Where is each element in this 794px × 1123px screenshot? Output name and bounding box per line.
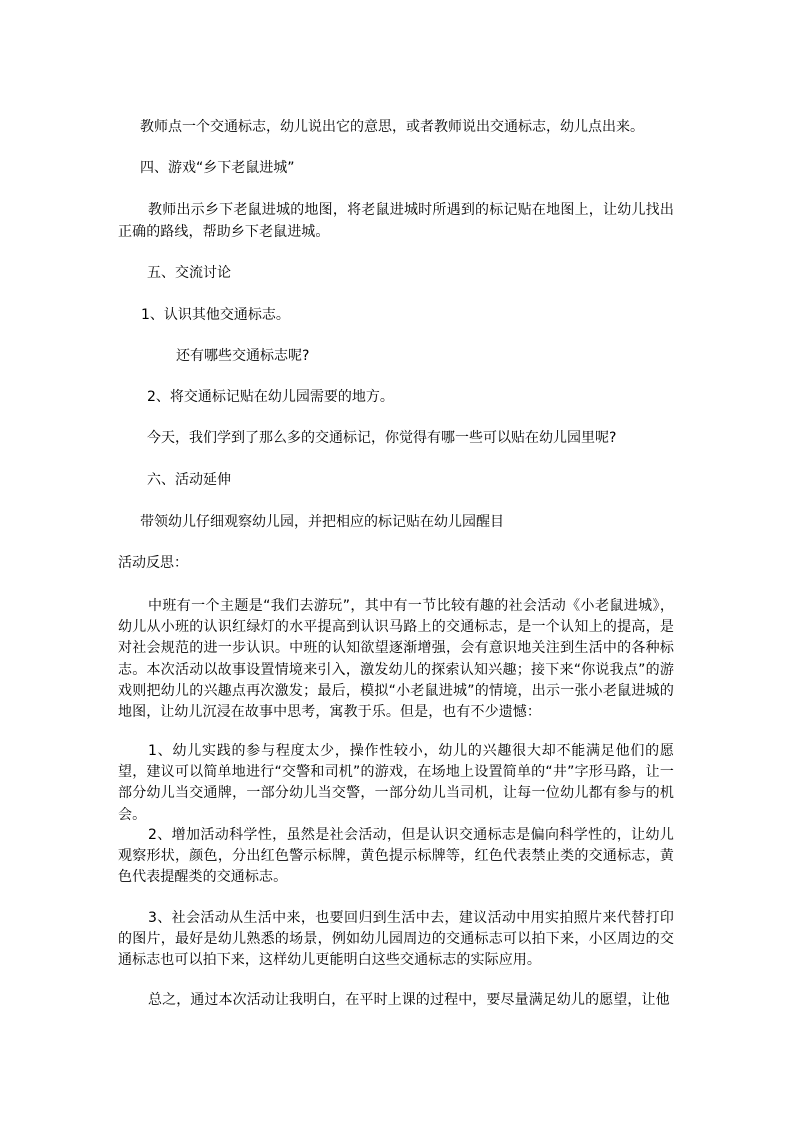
paragraph-today: 今天，我们学到了那么多的交通标记，你觉得有哪一些可以贴在幼儿园里呢? — [147, 430, 617, 446]
item-stick-signs: 2、将交通标记贴在幼儿园需要的地方。 — [147, 389, 394, 405]
paragraph-extension: 带领幼儿仔细观察幼儿园，并把相应的标记贴在幼儿园醒目 — [140, 514, 504, 530]
question-other-signs: 还有哪些交通标志呢? — [176, 348, 310, 364]
reflection-paragraph-2: 1、幼儿实践的参与程度太少，操作性较小，幼儿的兴趣很大却不能满足他们的愿望，建议可以简单地进行“交警和司机”的游戏，在场地上设置简单的“井”字形马路，让一部分幼儿当交通牌，一部分幼儿当交警，一部分幼儿当司机，让每一位幼儿都有参与的机会。 — [118, 743, 674, 823]
paragraph-teacher-points: 教师点一个交通标志，幼儿说出它的意思，或者教师说出交通标志，幼儿点出来。 — [140, 119, 644, 135]
paragraph-game-description: 教师出示乡下老鼠进城的地图，将老鼠进城时所遇到的标记贴在地图上，让幼儿找出正确的路线，帮助乡下老鼠进城。 — [118, 202, 674, 240]
heading-game: 四、游戏“乡下老鼠进城” — [140, 160, 295, 176]
item-recognize-signs: 1、认识其他交通标志。 — [141, 307, 290, 323]
reflection-paragraph-3: 2、增加活动科学性，虽然是社会活动，但是认识交通标志是偏向科学性的，让幼儿观察形状，颜色，分出红色警示标牌，黄色提示标牌等，红色代表禁止类的交通标志，黄色代表提醒类的交通标志。 — [118, 827, 674, 886]
heading-discussion: 五、交流讨论 — [147, 265, 231, 281]
reflection-paragraph-1: 中班有一个主题是“我们去游玩”，其中有一节比较有趣的社会活动《小老鼠进城》，幼儿从小班的认识红绿灯的水平提高到认识马路上的交通标志，是一个认知上的提高，是对社会规范的进一步认识。中班的认知欲望逐渐增强，会有意识地关注到生活中的各种标志。本次活动以故事设置情境来引入，激发幼儿的探索认知兴趣；接下来“你说我点”的游戏则把幼儿的兴趣点再次激发；最后，模拟“小老鼠进城”的情境，出示一张小老鼠进城的地图，让幼儿沉浸在故事中思考，寓教于乐。但是，也有不少遗憾： — [118, 598, 674, 721]
heading-extension: 六、活动延伸 — [147, 472, 231, 488]
heading-reflection: 活动反思： — [118, 555, 188, 571]
reflection-paragraph-4: 3、社会活动从生活中来，也要回归到生活中去，建议活动中用实拍照片来代替打印的图片，最好是幼儿熟悉的场景，例如幼儿园周边的交通标志可以拍下来，小区周边的交通标志也可以拍下来，这样幼儿更能明白这些交通标志的实际应用。 — [118, 910, 674, 969]
reflection-paragraph-5: 总之，通过本次活动让我明白，在平时上课的过程中，要尽量满足幼儿的愿望，让他 — [148, 992, 670, 1008]
